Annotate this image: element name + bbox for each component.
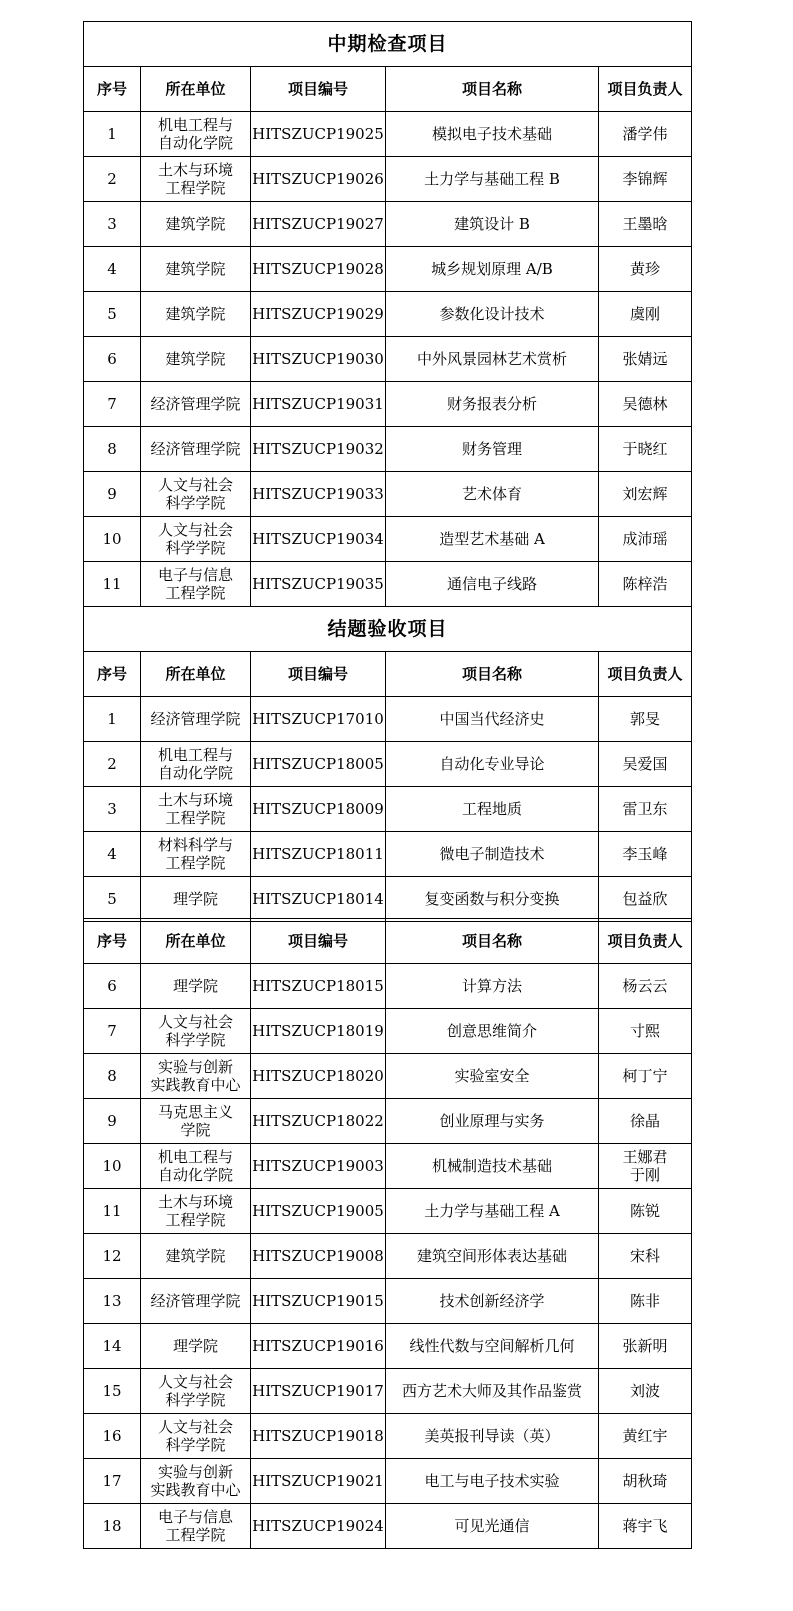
table-row	[84, 1459, 692, 1504]
unit-line: 机电工程与	[157, 746, 233, 764]
cell-code: HITSZUCP18022	[251, 1099, 386, 1144]
cell-name: 土力学与基础工程 A	[386, 1189, 599, 1234]
cell-name: 实验室安全	[386, 1054, 599, 1099]
cell-unit	[141, 1324, 251, 1369]
header-unit: 所在单位	[141, 67, 251, 112]
cell-unit	[141, 1459, 251, 1504]
cell-code: HITSZUCP19033	[251, 472, 386, 517]
cell-code: HITSZUCP19008	[251, 1234, 386, 1279]
cell-leader	[599, 337, 692, 382]
cell-code: HITSZUCP18011	[251, 832, 386, 877]
cell-unit	[141, 1099, 251, 1144]
cell-no: 2	[84, 157, 141, 202]
unit-line: 经济管理学院	[150, 395, 241, 413]
cell-no: 1	[84, 697, 141, 742]
cell-no: 3	[84, 202, 141, 247]
cell-code: HITSZUCP19003	[251, 1144, 386, 1189]
unit-line: 实践教育中心	[150, 1076, 241, 1094]
cell-leader	[599, 1054, 692, 1099]
cell-no: 6	[84, 964, 141, 1009]
midterm-and-final-table	[83, 21, 692, 922]
table-row	[84, 112, 692, 157]
unit-line: 人文与社会	[157, 1373, 233, 1391]
unit-line: 建筑学院	[165, 305, 226, 323]
cell-code: HITSZUCP19026	[251, 157, 386, 202]
cell-name: 美英报刊导读（英）	[386, 1414, 599, 1459]
unit-line: 建筑学院	[165, 350, 226, 368]
header-no: 序号	[84, 919, 141, 964]
leader-line: 张婧远	[622, 350, 668, 368]
cell-leader	[599, 1144, 692, 1189]
cell-no: 10	[84, 517, 141, 562]
cell-no: 2	[84, 742, 141, 787]
cell-code: HITSZUCP19025	[251, 112, 386, 157]
unit-line: 理学院	[172, 890, 218, 908]
cell-unit	[141, 877, 251, 922]
cell-name: 中外风景园林艺术赏析	[386, 337, 599, 382]
cell-leader	[599, 742, 692, 787]
cell-no: 14	[84, 1324, 141, 1369]
leader-line: 柯丁宁	[622, 1067, 668, 1085]
header-no: 序号	[84, 67, 141, 112]
leader-line: 刘宏辉	[622, 485, 668, 503]
cell-code: HITSZUCP19021	[251, 1459, 386, 1504]
leader-line: 雷卫东	[622, 800, 668, 818]
table-row	[84, 157, 692, 202]
cell-name: 微电子制造技术	[386, 832, 599, 877]
leader-line: 王娜君	[622, 1148, 668, 1166]
cell-code: HITSZUCP18009	[251, 787, 386, 832]
table-row	[84, 1324, 692, 1369]
cell-no: 12	[84, 1234, 141, 1279]
unit-line: 工程学院	[165, 1211, 226, 1229]
leader-line: 吴爱国	[622, 755, 668, 773]
unit-line: 实验与创新	[157, 1463, 233, 1481]
unit-line: 自动化学院	[157, 134, 233, 152]
leader-line: 黄珍	[629, 260, 660, 278]
column-header-row	[84, 919, 692, 964]
leader-line: 刘波	[629, 1382, 660, 1400]
cell-name: 工程地质	[386, 787, 599, 832]
cell-no: 6	[84, 337, 141, 382]
cell-code: HITSZUCP19005	[251, 1189, 386, 1234]
unit-line: 实践教育中心	[150, 1481, 241, 1499]
table-row	[84, 1369, 692, 1414]
cell-name: 西方艺术大师及其作品鉴赏	[386, 1369, 599, 1414]
leader-line: 潘学伟	[622, 125, 668, 143]
cell-unit	[141, 1009, 251, 1054]
header-unit: 所在单位	[141, 652, 251, 697]
table-row	[84, 697, 692, 742]
cell-no: 10	[84, 1144, 141, 1189]
cell-no: 4	[84, 832, 141, 877]
column-header-row	[84, 652, 692, 697]
cell-name: 创意思维简介	[386, 1009, 599, 1054]
leader-line: 陈锐	[629, 1202, 660, 1220]
leader-line: 宋科	[629, 1247, 660, 1265]
unit-line: 人文与社会	[157, 476, 233, 494]
cell-code: HITSZUCP18020	[251, 1054, 386, 1099]
cell-leader	[599, 787, 692, 832]
final-section-title: 结题验收项目	[84, 607, 692, 652]
cell-unit	[141, 742, 251, 787]
unit-line: 人文与社会	[157, 1418, 233, 1436]
midterm-section-title: 中期检查项目	[84, 22, 692, 67]
cell-leader	[599, 562, 692, 607]
cell-unit	[141, 832, 251, 877]
header-name: 项目名称	[386, 919, 599, 964]
unit-line: 建筑学院	[165, 260, 226, 278]
cell-name: 财务报表分析	[386, 382, 599, 427]
column-header-row	[84, 67, 692, 112]
cell-leader	[599, 877, 692, 922]
leader-line: 虞刚	[629, 305, 660, 323]
cell-code: HITSZUCP18005	[251, 742, 386, 787]
cell-code: HITSZUCP19016	[251, 1324, 386, 1369]
cell-leader	[599, 517, 692, 562]
cell-no: 4	[84, 247, 141, 292]
cell-no: 5	[84, 877, 141, 922]
unit-line: 建筑学院	[165, 1247, 226, 1265]
cell-name: 艺术体育	[386, 472, 599, 517]
leader-line: 黄红宇	[622, 1427, 668, 1445]
final-section-title-row	[84, 607, 692, 652]
cell-leader	[599, 1459, 692, 1504]
cell-unit	[141, 472, 251, 517]
table-row	[84, 742, 692, 787]
cell-code: HITSZUCP19027	[251, 202, 386, 247]
cell-no: 7	[84, 382, 141, 427]
cell-leader	[599, 1189, 692, 1234]
cell-unit	[141, 1369, 251, 1414]
leader-line: 成沛瑶	[622, 530, 668, 548]
table-row	[84, 382, 692, 427]
cell-unit	[141, 427, 251, 472]
cell-unit	[141, 112, 251, 157]
unit-line: 工程学院	[165, 584, 226, 602]
cell-unit	[141, 202, 251, 247]
table-row	[84, 337, 692, 382]
final-continued-table	[83, 918, 692, 1549]
leader-line: 包益欣	[622, 890, 668, 908]
cell-name: 城乡规划原理 A/B	[386, 247, 599, 292]
unit-line: 材料科学与	[157, 836, 233, 854]
cell-code: HITSZUCP18014	[251, 877, 386, 922]
cell-name: 参数化设计技术	[386, 292, 599, 337]
leader-line: 陈非	[629, 1292, 660, 1310]
cell-name: 电工与电子技术实验	[386, 1459, 599, 1504]
cell-no: 8	[84, 427, 141, 472]
leader-line: 胡秋琦	[622, 1472, 668, 1490]
cell-no: 9	[84, 472, 141, 517]
cell-no: 9	[84, 1099, 141, 1144]
unit-line: 土木与环境	[157, 1193, 233, 1211]
table-row	[84, 1414, 692, 1459]
cell-code: HITSZUCP18015	[251, 964, 386, 1009]
unit-line: 经济管理学院	[150, 440, 241, 458]
unit-line: 工程学院	[165, 1526, 226, 1544]
cell-name: 模拟电子技术基础	[386, 112, 599, 157]
cell-code: HITSZUCP19032	[251, 427, 386, 472]
header-no: 序号	[84, 652, 141, 697]
table-row	[84, 787, 692, 832]
cell-code: HITSZUCP19015	[251, 1279, 386, 1324]
table-row	[84, 964, 692, 1009]
cell-unit	[141, 1054, 251, 1099]
header-name: 项目名称	[386, 652, 599, 697]
leader-line: 杨云云	[622, 977, 668, 995]
cell-no: 17	[84, 1459, 141, 1504]
unit-line: 电子与信息	[157, 1508, 233, 1526]
table-row	[84, 562, 692, 607]
table-row	[84, 877, 692, 922]
header-leader: 项目负责人	[599, 67, 692, 112]
cell-no: 8	[84, 1054, 141, 1099]
table-row	[84, 472, 692, 517]
unit-line: 科学学院	[165, 1436, 226, 1454]
unit-line: 科学学院	[165, 1391, 226, 1409]
cell-unit	[141, 697, 251, 742]
cell-no: 16	[84, 1414, 141, 1459]
header-code: 项目编号	[251, 652, 386, 697]
leader-line: 王墨晗	[622, 215, 668, 233]
cell-no: 5	[84, 292, 141, 337]
cell-leader	[599, 202, 692, 247]
cell-unit	[141, 292, 251, 337]
table-row	[84, 1099, 692, 1144]
table-row	[84, 517, 692, 562]
unit-line: 理学院	[172, 1337, 218, 1355]
cell-leader	[599, 1009, 692, 1054]
cell-code: HITSZUCP19035	[251, 562, 386, 607]
cell-name: 建筑空间形体表达基础	[386, 1234, 599, 1279]
cell-leader	[599, 1234, 692, 1279]
midterm-section-title-row	[84, 22, 692, 67]
cell-name: 建筑设计 B	[386, 202, 599, 247]
cell-leader	[599, 697, 692, 742]
unit-line: 机电工程与	[157, 116, 233, 134]
cell-code: HITSZUCP19034	[251, 517, 386, 562]
cell-name: 中国当代经济史	[386, 697, 599, 742]
cell-name: 计算方法	[386, 964, 599, 1009]
unit-line: 工程学院	[165, 179, 226, 197]
cell-name: 可见光通信	[386, 1504, 599, 1549]
unit-line: 建筑学院	[165, 215, 226, 233]
cell-name: 财务管理	[386, 427, 599, 472]
cell-leader	[599, 1369, 692, 1414]
table-row	[84, 1234, 692, 1279]
table-row	[84, 202, 692, 247]
cell-no: 15	[84, 1369, 141, 1414]
cell-leader	[599, 1324, 692, 1369]
leader-line: 于晓红	[622, 440, 668, 458]
unit-line: 科学学院	[165, 1031, 226, 1049]
leader-line: 寸熙	[629, 1022, 660, 1040]
cell-code: HITSZUCP17010	[251, 697, 386, 742]
leader-line: 吴德林	[622, 395, 668, 413]
cell-leader	[599, 1414, 692, 1459]
table-row	[84, 427, 692, 472]
unit-line: 经济管理学院	[150, 1292, 241, 1310]
cell-unit	[141, 562, 251, 607]
leader-line: 徐晶	[629, 1112, 660, 1130]
cell-leader	[599, 1099, 692, 1144]
header-name: 项目名称	[386, 67, 599, 112]
unit-line: 人文与社会	[157, 521, 233, 539]
unit-line: 学院	[180, 1121, 211, 1139]
unit-line: 科学学院	[165, 539, 226, 557]
cell-leader	[599, 964, 692, 1009]
cell-leader	[599, 292, 692, 337]
cell-name: 通信电子线路	[386, 562, 599, 607]
cell-unit	[141, 157, 251, 202]
cell-leader	[599, 382, 692, 427]
cell-no: 1	[84, 112, 141, 157]
cell-code: HITSZUCP19031	[251, 382, 386, 427]
leader-line: 张新明	[622, 1337, 668, 1355]
cell-no: 7	[84, 1009, 141, 1054]
leader-line: 陈梓浩	[622, 575, 668, 593]
unit-line: 自动化学院	[157, 764, 233, 782]
cell-no: 11	[84, 562, 141, 607]
cell-unit	[141, 1144, 251, 1189]
cell-code: HITSZUCP19030	[251, 337, 386, 382]
leader-line: 蒋宇飞	[622, 1517, 668, 1535]
cell-no: 11	[84, 1189, 141, 1234]
cell-name: 创业原理与实务	[386, 1099, 599, 1144]
cell-no: 3	[84, 787, 141, 832]
cell-leader	[599, 832, 692, 877]
header-code: 项目编号	[251, 919, 386, 964]
unit-line: 理学院	[172, 977, 218, 995]
header-code: 项目编号	[251, 67, 386, 112]
cell-name: 土力学与基础工程 B	[386, 157, 599, 202]
cell-unit	[141, 787, 251, 832]
table-row	[84, 1504, 692, 1549]
cell-name: 技术创新经济学	[386, 1279, 599, 1324]
table-row	[84, 832, 692, 877]
unit-line: 工程学院	[165, 809, 226, 827]
leader-line: 于刚	[629, 1166, 660, 1184]
cell-unit	[141, 1279, 251, 1324]
cell-unit	[141, 964, 251, 1009]
header-unit: 所在单位	[141, 919, 251, 964]
unit-line: 自动化学院	[157, 1166, 233, 1184]
cell-leader	[599, 1279, 692, 1324]
leader-line: 李锦辉	[622, 170, 668, 188]
unit-line: 土木与环境	[157, 161, 233, 179]
cell-no: 13	[84, 1279, 141, 1324]
unit-line: 土木与环境	[157, 791, 233, 809]
table-row	[84, 292, 692, 337]
unit-line: 人文与社会	[157, 1013, 233, 1031]
table-row	[84, 1279, 692, 1324]
cell-code: HITSZUCP19024	[251, 1504, 386, 1549]
cell-leader	[599, 472, 692, 517]
cell-name: 自动化专业导论	[386, 742, 599, 787]
table-row	[84, 1144, 692, 1189]
table-row	[84, 1189, 692, 1234]
table-row	[84, 247, 692, 292]
cell-code: HITSZUCP19017	[251, 1369, 386, 1414]
cell-code: HITSZUCP19028	[251, 247, 386, 292]
header-leader: 项目负责人	[599, 919, 692, 964]
cell-code: HITSZUCP18019	[251, 1009, 386, 1054]
unit-line: 机电工程与	[157, 1148, 233, 1166]
cell-unit	[141, 337, 251, 382]
unit-line: 工程学院	[165, 854, 226, 872]
cell-code: HITSZUCP19018	[251, 1414, 386, 1459]
cell-unit	[141, 517, 251, 562]
cell-unit	[141, 1504, 251, 1549]
cell-unit	[141, 382, 251, 427]
cell-name: 复变函数与积分变换	[386, 877, 599, 922]
cell-name: 线性代数与空间解析几何	[386, 1324, 599, 1369]
cell-leader	[599, 427, 692, 472]
unit-line: 经济管理学院	[150, 710, 241, 728]
unit-line: 马克思主义	[157, 1103, 233, 1121]
table-row	[84, 1054, 692, 1099]
cell-unit	[141, 1189, 251, 1234]
header-leader: 项目负责人	[599, 652, 692, 697]
cell-leader	[599, 157, 692, 202]
leader-line: 郭旻	[629, 710, 660, 728]
cell-name: 造型艺术基础 A	[386, 517, 599, 562]
cell-leader	[599, 112, 692, 157]
cell-unit	[141, 1414, 251, 1459]
cell-no: 18	[84, 1504, 141, 1549]
unit-line: 电子与信息	[157, 566, 233, 584]
cell-name: 机械制造技术基础	[386, 1144, 599, 1189]
cell-leader	[599, 1504, 692, 1549]
unit-line: 科学学院	[165, 494, 226, 512]
cell-unit	[141, 1234, 251, 1279]
cell-leader	[599, 247, 692, 292]
cell-code: HITSZUCP19029	[251, 292, 386, 337]
table-row	[84, 1009, 692, 1054]
leader-line: 李玉峰	[622, 845, 668, 863]
unit-line: 实验与创新	[157, 1058, 233, 1076]
cell-unit	[141, 247, 251, 292]
